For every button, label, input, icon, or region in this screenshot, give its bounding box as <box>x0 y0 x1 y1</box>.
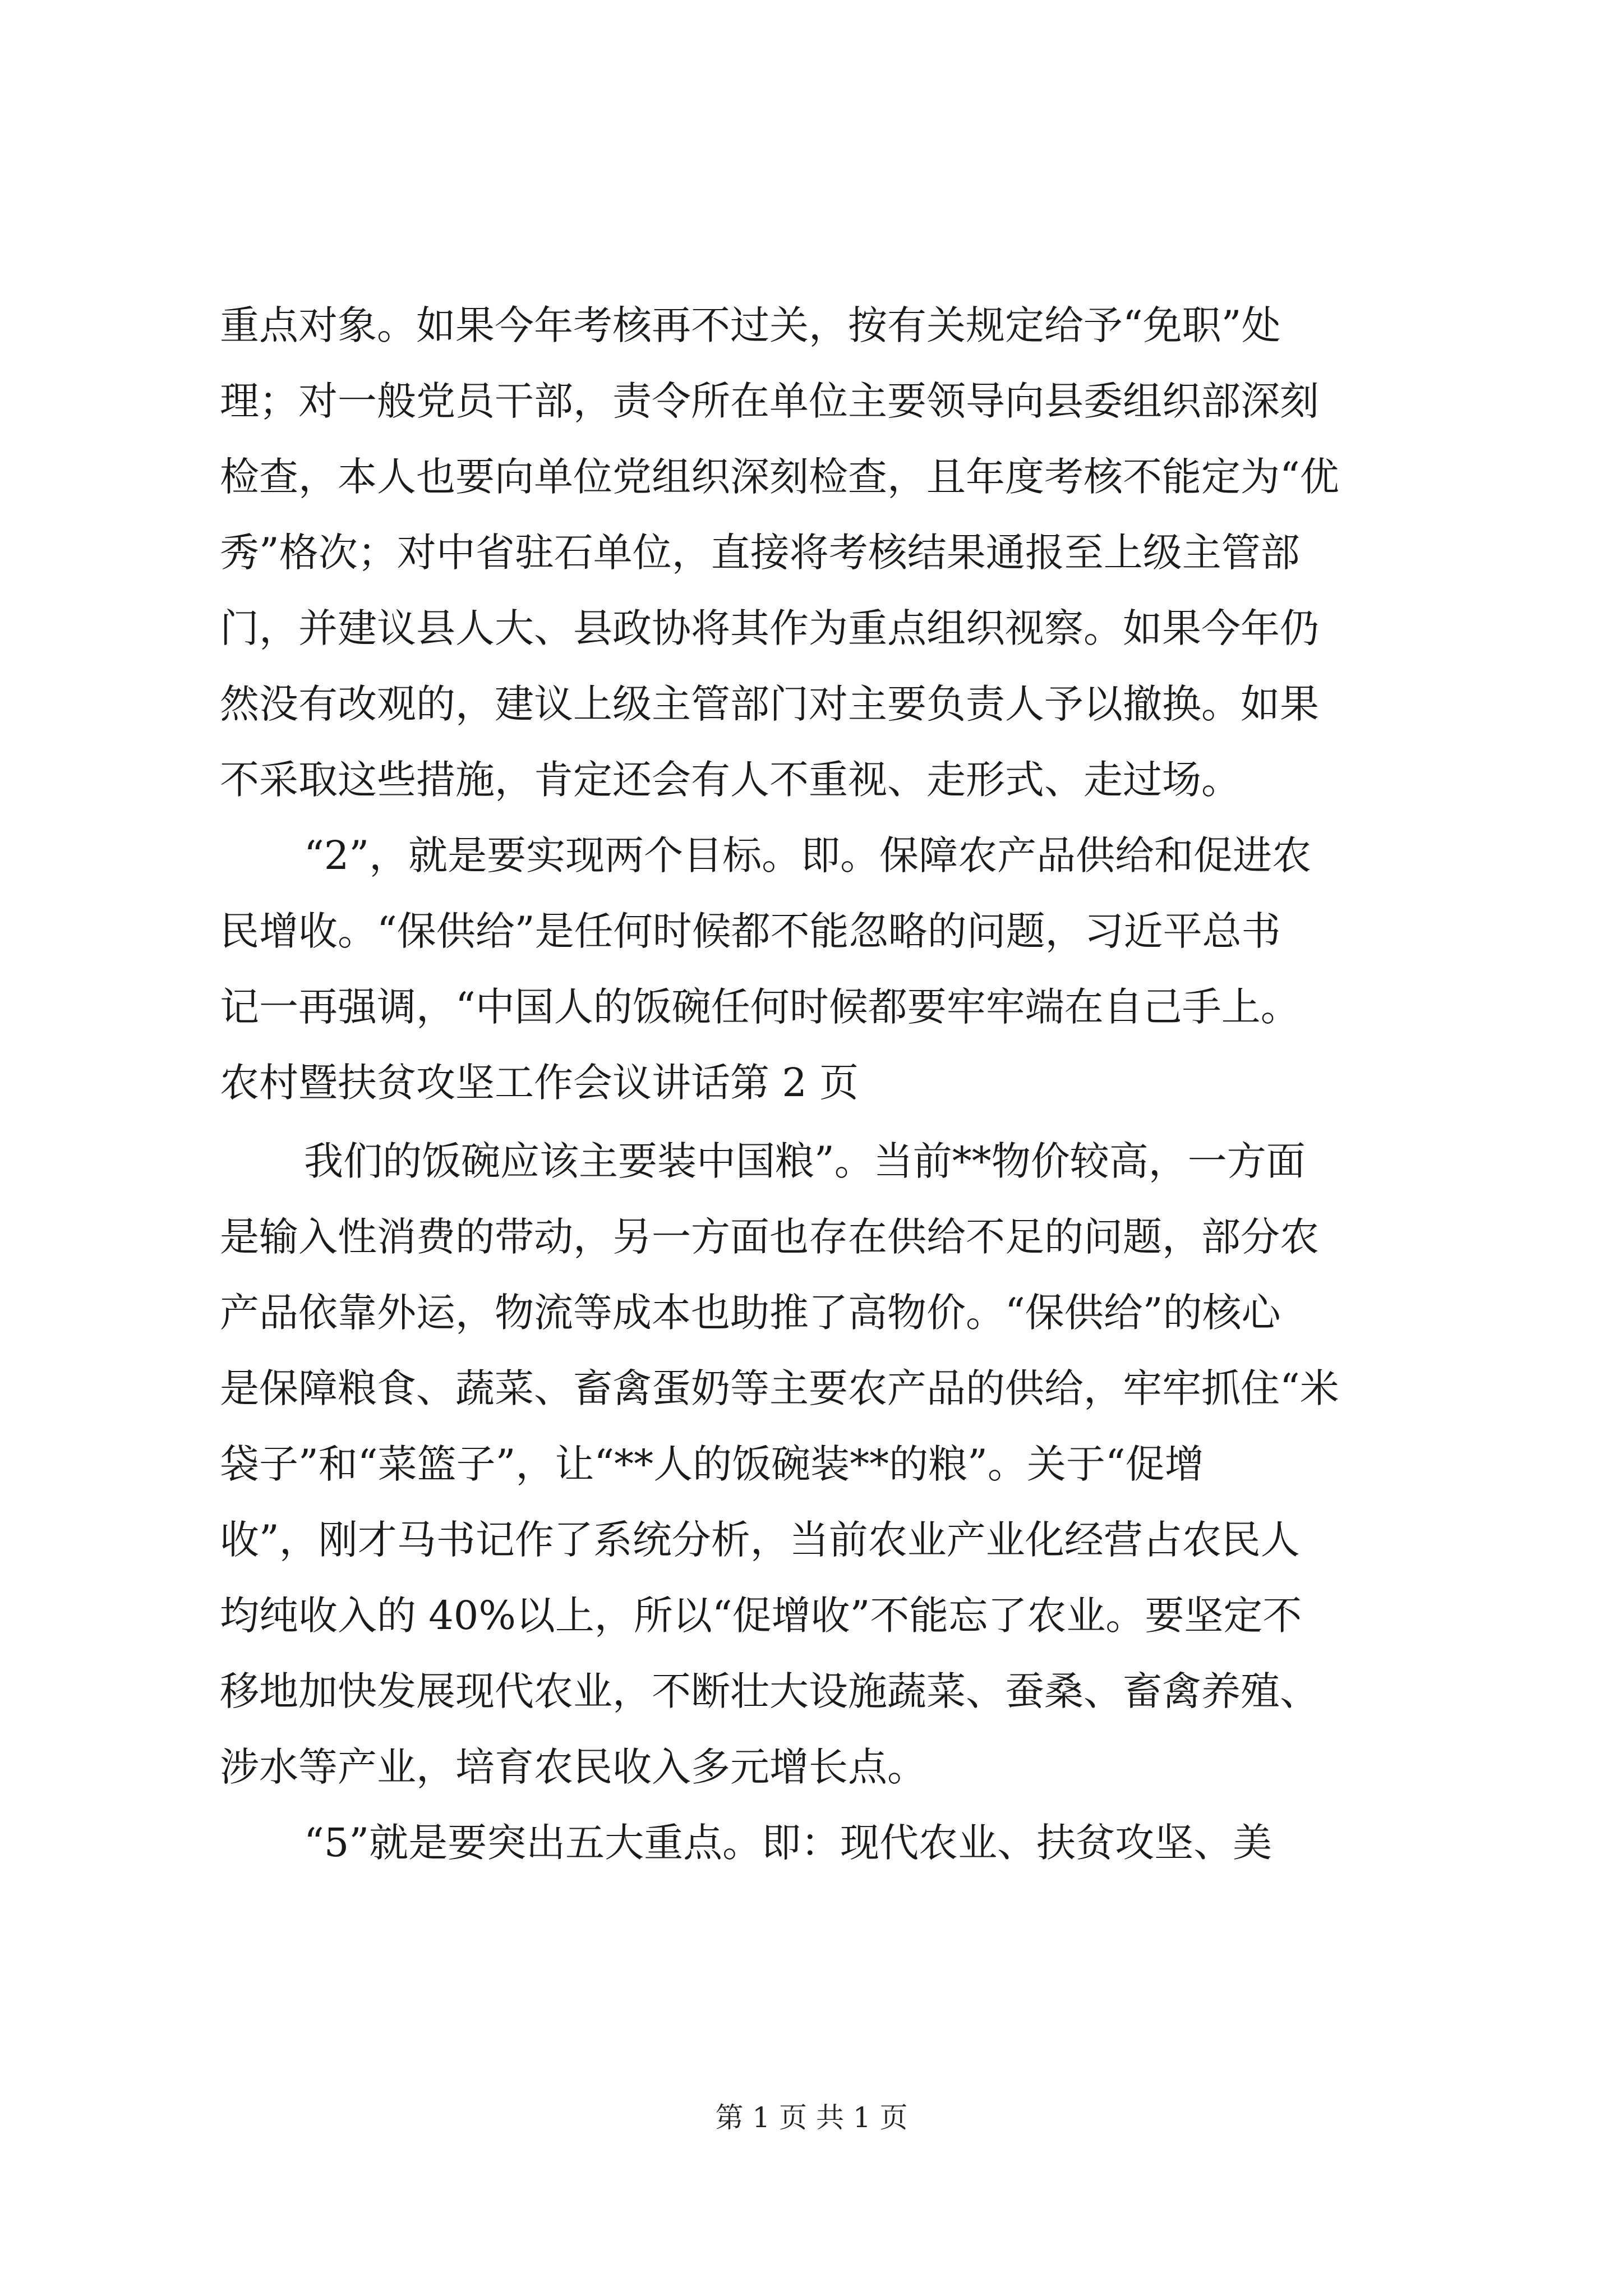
text-line: 我们的饭碗应该主要装中国粮”。当前**物价较高，一方面 <box>304 1138 1306 1184</box>
text-line: 均纯收入的 40%以上，所以“促增收”不能忘了农业。要坚定不 <box>220 1593 1302 1639</box>
text-line: 移地加快发展现代农业，不断壮大设施蔬菜、蚕桑、畜禽养殖、 <box>220 1668 1319 1714</box>
text-line: 收”，刚才马书记作了系统分析，当前农业产业化经营占农民人 <box>220 1517 1300 1563</box>
text-line: 是输入性消费的带动，另一方面也存在供给不足的问题，部分农 <box>220 1214 1319 1260</box>
text-line: “5”就是要突出五大重点。即：现代农业、扶贫攻坚、美 <box>304 1820 1272 1866</box>
text-line: 检查，本人也要向单位党组织深刻检查，且年度考核不能定为“优 <box>220 454 1339 500</box>
text-line: 产品依靠外运，物流等成本也助推了高物价。“保供给”的核心 <box>220 1290 1281 1336</box>
text-line: 理；对一般党员干部，责令所在单位主要领导向县委组织部深刻 <box>220 378 1319 424</box>
page-footer: 第 1 页 共 1 页 <box>715 2101 908 2134</box>
page-break-heading: 农村暨扶贫攻坚工作会议讲话第 2 页 <box>220 1060 859 1106</box>
text-line: 是保障粮食、蔬菜、畜禽蛋奶等主要农产品的供给，牢牢抓住“米 <box>220 1365 1339 1411</box>
text-line: 然没有改观的，建议上级主管部门对主要负责人予以撤换。如果 <box>220 681 1319 727</box>
text-line: “2”，就是要实现两个目标。即。保障农产品供给和促进农 <box>304 832 1312 878</box>
text-line: 涉水等产业，培育农民收入多元增长点。 <box>220 1744 926 1790</box>
text-line: 门，并建议县人大、县政协将其作为重点组织视察。如果今年仍 <box>220 605 1319 651</box>
text-line: 秀”格次；对中省驻石单位，直接将考核结果通报至上级主管部 <box>220 530 1300 576</box>
text-line: 重点对象。如果今年考核再不过关，按有关规定给予“免职”处 <box>220 302 1281 348</box>
text-line: 不采取这些措施，肯定还会有人不重视、走形式、走过场。 <box>220 757 1241 803</box>
text-line: 记一再强调，“中国人的饭碗任何时候都要牢牢端在自己手上。 <box>220 984 1300 1030</box>
text-line: 民增收。“保供给”是任何时候都不能忽略的问题，习近平总书 <box>220 908 1281 954</box>
text-line: 袋子”和“菜篮子”，让“**人的饭碗装**的粮”。关于“促增 <box>220 1441 1204 1487</box>
